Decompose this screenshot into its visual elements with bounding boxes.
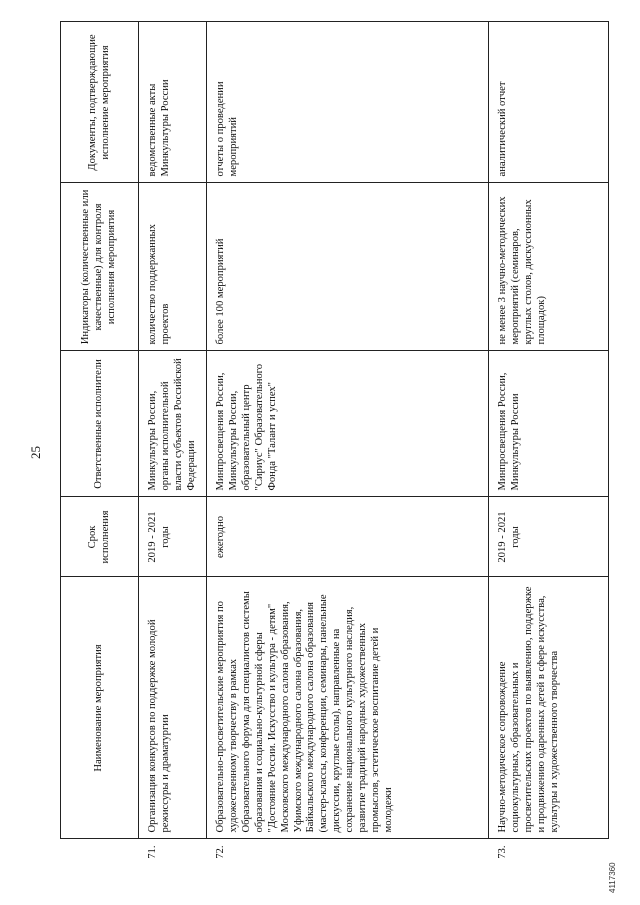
header-name: Наименование мероприятия bbox=[61, 577, 139, 839]
header-indicators: Индикаторы (количественные или качественные) для контроля исполнения мероприятия bbox=[61, 183, 139, 351]
row-documents: отчеты о проведении мероприятий bbox=[207, 22, 489, 183]
row-number: 72. bbox=[207, 839, 489, 887]
row-indicators: не менее 3 научно-методических мероприятий (семинаров, круглых столов, дискуссионных площадок) bbox=[489, 183, 609, 351]
header-executors: Ответственные исполнители bbox=[61, 351, 139, 497]
row-documents: ведомственные акты Минкультуры России bbox=[139, 22, 207, 183]
header-documents: Документы, подтверждающие исполнение мероприятия bbox=[61, 22, 139, 183]
row-number: 73. bbox=[489, 839, 609, 887]
page-number: 25 bbox=[28, 446, 43, 459]
document-code: 4117360 bbox=[608, 862, 617, 893]
header-term: Срок исполнения bbox=[61, 497, 139, 577]
row-term: 2019 - 2021 годы bbox=[489, 497, 609, 577]
row-number: 71. bbox=[139, 839, 207, 887]
row-executors: Минкультуры России, органы исполнительной власти субъектов Российской Федерации bbox=[139, 351, 207, 497]
table-row bbox=[207, 22, 489, 887]
row-indicators: более 100 мероприятий bbox=[207, 183, 489, 351]
row-indicators: количество поддержанных проектов bbox=[139, 183, 207, 351]
row-term: 2019 - 2021 годы bbox=[139, 497, 207, 577]
table-row bbox=[489, 22, 609, 887]
measures-table bbox=[60, 22, 609, 888]
row-documents: аналитический отчет bbox=[489, 22, 609, 183]
header-num-spacer bbox=[61, 839, 139, 887]
row-term: ежегодно bbox=[207, 497, 489, 577]
table-row bbox=[139, 22, 207, 887]
row-name: Образовательно-просветительские мероприятия по художественному творчеству в рамках Образовательного форума для специалистов системы образования и социально-культурной сферы "Достояние России. Искусство и культура - детям" Московского международного салона образования, Уфимского международного салона образования, Байкальского международного салона образования (мастер-классы, конференции, семинары, панельные дискуссии, круглые столы), направленные на сохранение национального культурного наследия, развитие традиций народных художественных промыслов, эстетическое воспитание детей и молодежи bbox=[207, 577, 489, 839]
row-executors: Минпросвещения России, Минкультуры России bbox=[489, 351, 609, 497]
row-name: Научно-методическое сопровождение социокультурных, образовательных и просветительских проектов по выявлению, поддержке и продвижению одаренных детей в сфере искусства, культуры и художественного творчества bbox=[489, 577, 609, 839]
row-name: Организация конкурсов по поддержке молодой режиссуры и драматургии bbox=[139, 577, 207, 839]
table-header-row bbox=[61, 22, 139, 887]
row-executors: Минпросвещения России, Минкультуры России, образовательный центр "Сириус" Образовательного Фонда "Талант и успех" bbox=[207, 351, 489, 497]
